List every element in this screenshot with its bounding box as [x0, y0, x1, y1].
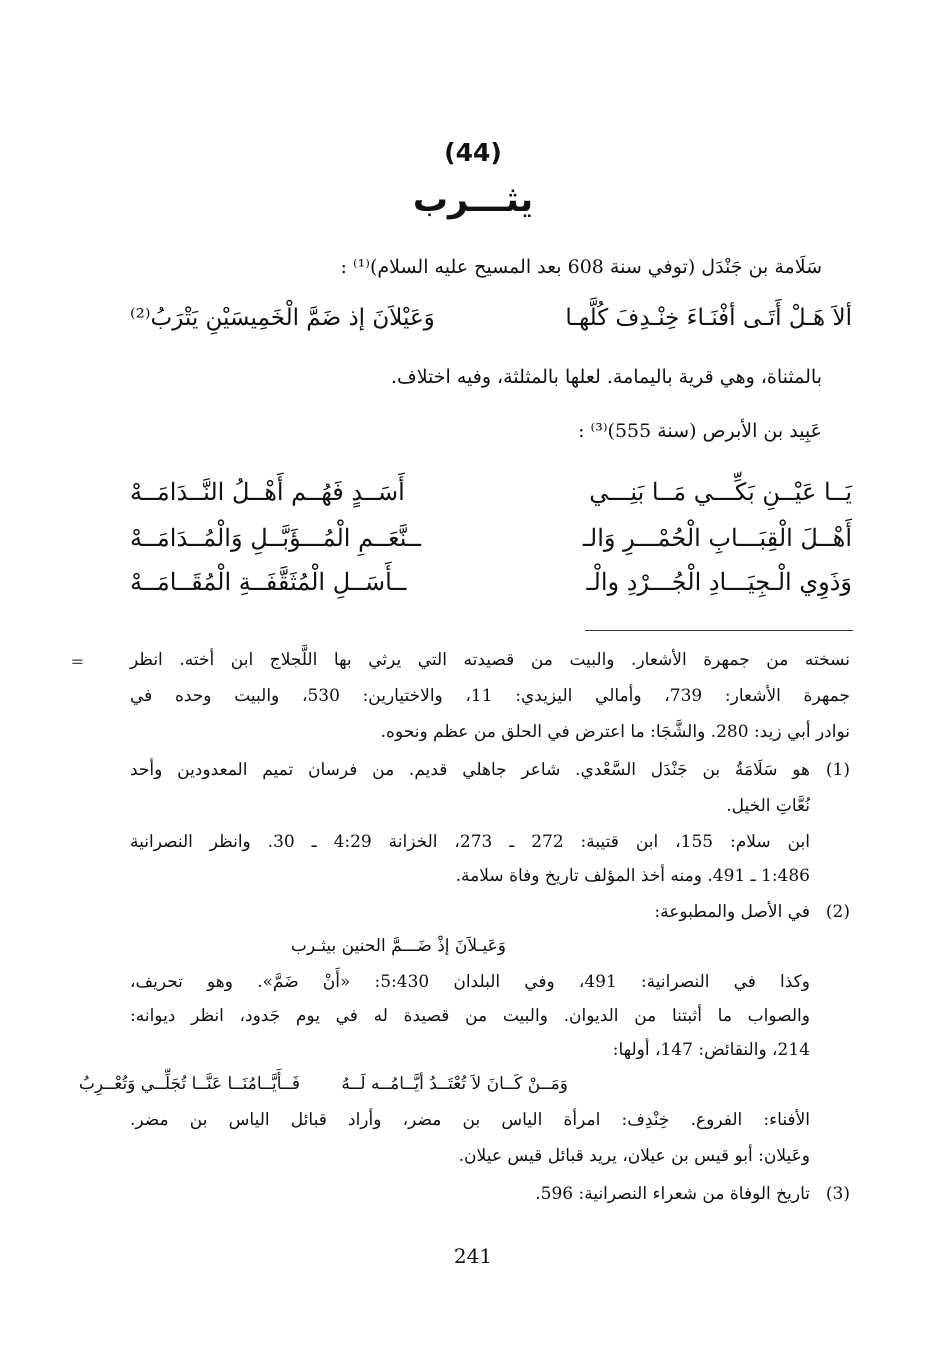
verse-first-hemistich: وَذَوِي الْـجِيَـــادِ الْجُـــرْدِ والْـ: [586, 568, 852, 596]
footnote-2-gloss: الأفناء: الفروع. خِنْدِف: امرأة الياس بن مضر، وأراد قبائل الياس بن مضر.: [130, 1110, 810, 1130]
footnote-2-verse-second: فَــأَيَّــامُنَــا عَنَّــا تُجَلِّــي وَتُعْــرِبُ: [78, 1074, 300, 1094]
footnote-2-marker: (2): [825, 902, 850, 922]
footnote-2-gloss: وعَيلان: أبو قيس بن عيلان، يريد قبائل قيس عيلان.: [458, 1146, 810, 1166]
verse-second-hemistich: أَسَــدٍ فَهُــم أَهْــلُ النَّــدَامَــهْ: [130, 478, 405, 506]
footnote-separator: [585, 630, 853, 631]
footnote-2-line: والصواب ما أثبتنا من الديوان. والبيت من قصيدة له في يوم جَدود، انظر ديوانه:: [130, 1006, 810, 1026]
entry-title: يثـــرب: [412, 180, 534, 220]
footnote-continuation-line: نوادر أبي زيد: 280. والشَّجَا: ما اعترض في الحلق من عظم ونحوه.: [380, 722, 850, 742]
verse-second-hemistich: وَعَيْلاَنَ إذ ضَمَّ الْخَمِيسَيْنِ يَتْرَبُ⁽²⁾: [130, 305, 435, 331]
verse-first-hemistich: يَــا عَيْــنِ بَكِّـــي مَــا بَنِـــي: [589, 478, 852, 506]
footnote-3-marker: (3): [825, 1184, 850, 1204]
footnote-1-line: نُعَّاتِ الخيل.: [726, 796, 810, 816]
verse-abid-3: [130, 562, 852, 602]
verse-abid-1: [130, 472, 852, 512]
footnote-continuation-line: نسخته من جمهرة الأشعار. والبيت من قصيدته التي يرثي بها اللَّجلاج ابن أخته. انظر: [130, 650, 850, 670]
footnote-1-line: هو سَلَامَةُ بن جَنْدَل السَّعْدي. شاعر جاهلي قديم. من فرسان تميم المعدودين وأحد: [130, 760, 810, 780]
page-number: 241: [453, 1244, 493, 1268]
verse-second-hemistich: ــنَّعَــمِ الْمُـــؤَبَّــلِ وَالْمُــدَامَــهْ: [130, 524, 421, 552]
footnote-2-variant-verse: وَعَيـلاَنَ إذْ ضَـــمَّ الحنين بيثـرب: [290, 936, 506, 956]
verse-first-hemistich: أَهْــلَ الْقِبَـــابِ الْحُمْـــرِ وَالـ: [582, 524, 852, 552]
footnote-2-line: 214، والنقائض: 147، أولها:: [612, 1040, 810, 1060]
verse-abid-2: [130, 518, 852, 558]
poet-intro-abid: عَبِيد بن الأبرص (سنة 555)⁽³⁾ :: [578, 420, 822, 442]
footnote-1-marker: (1): [825, 760, 850, 780]
poet-intro-salama: سَلَامة بن جَنْدَل (توفي سنة 608 بعد المسيح عليه السلام)⁽¹⁾ :: [340, 256, 822, 278]
verse-salama: [130, 298, 852, 338]
footnote-continuation-line: جمهرة الأشعار: 739، وأمالي اليزيدي: 11، والاختيارين: 530، والبيت وحده في: [130, 686, 850, 706]
footnote-continuation-marker: =: [70, 652, 84, 671]
footnote-2-line: وكذا في النصرانية: 491، وفي البلدان 5:430: «أَنْ ضَمَّ». وهو تحريف،: [130, 972, 810, 992]
footnote-2-intro: في الأصل والمطبوعة:: [654, 902, 810, 922]
footnote-2-verse-first: وَمَــنْ كَــانَ لاَ تُعْتَــدُ أيَّــامُــه لَــهُ: [341, 1074, 568, 1094]
verse-second-hemistich: ــأَسَــلِ الْمُثَقَّفَــةِ الْمُقَــامَــهْ: [130, 568, 407, 596]
footnote-1-ref: 1:486 ـ 491. ومنه أخذ المؤلف تاريخ وفاة سلامة.: [455, 866, 810, 886]
footnote-3-text: تاريخ الوفاة من شعراء النصرانية: 596.: [535, 1184, 810, 1204]
footnote-1-ref: ابن سلام: 155، ابن قتيبة: 272 ـ 273، الخزانة 4:29 ـ 30. وانظر النصرانية: [130, 832, 810, 852]
verse-first-hemistich: ألاَ هَـلْ أَتَـى أفْنَـاءَ خِنْـدِفَ كُلَّهـا: [565, 305, 852, 331]
comment-yathrib: بالمثناة، وهي قرية باليمامة. لعلها بالمثلثة، وفيه اختلاف.: [390, 366, 822, 388]
section-number: (44): [444, 138, 502, 167]
